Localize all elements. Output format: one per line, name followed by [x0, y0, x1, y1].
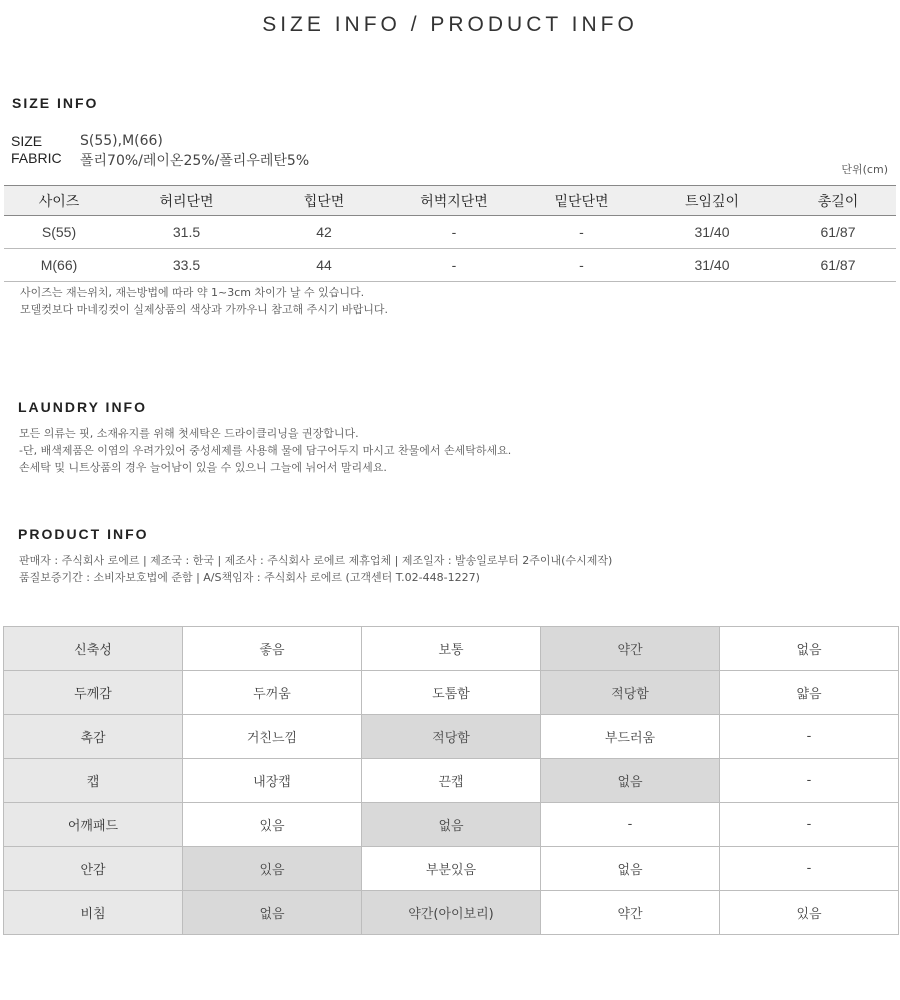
feature-label: 촉감 — [4, 715, 183, 759]
feature-option: - — [720, 803, 899, 847]
table-row — [4, 216, 896, 249]
laundry-notes — [19, 425, 511, 476]
feature-option: 두꺼움 — [183, 671, 362, 715]
product-line: 판매자 : 주식회사 로에르 | 제조국 : 한국 | 제조사 : 주식회사 로에르 제휴업체 | 제조일자 : 발송일로부터 2주이내(수시제작) — [19, 554, 613, 567]
feature-option: 끈캡 — [362, 759, 541, 803]
page-title: SIZE INFO / PRODUCT INFO — [262, 13, 638, 36]
feature-option: - — [541, 803, 720, 847]
feature-option: 있음 — [720, 891, 899, 935]
feature-label: 비침 — [4, 891, 183, 935]
feature-option: - — [720, 715, 899, 759]
product-notes — [19, 552, 612, 586]
column-header: 허리단면 — [114, 186, 259, 216]
table-cell: 31.5 — [114, 216, 259, 249]
column-header: 총길이 — [780, 186, 896, 216]
table-cell: 61/87 — [780, 216, 896, 249]
feature-row — [4, 627, 899, 671]
feature-row — [4, 759, 899, 803]
table-cell: S(55) — [4, 216, 114, 249]
column-header: 사이즈 — [4, 186, 114, 216]
size-note: 모델컷보다 마네킹컷이 실제상품의 색상과 가까우니 참고해 주시기 바랍니다. — [20, 303, 389, 316]
table-cell: 44 — [259, 249, 389, 282]
feature-option-selected: 적당함 — [362, 715, 541, 759]
table-cell: - — [519, 216, 644, 249]
feature-option-selected: 없음 — [362, 803, 541, 847]
column-header: 허벅지단면 — [389, 186, 519, 216]
size-label: SIZE — [11, 133, 43, 149]
table-cell: 61/87 — [780, 249, 896, 282]
feature-label: 안감 — [4, 847, 183, 891]
feature-option: 없음 — [541, 847, 720, 891]
feature-label: 신축성 — [4, 627, 183, 671]
table-cell: - — [519, 249, 644, 282]
feature-option: - — [720, 847, 899, 891]
feature-option: 얇음 — [720, 671, 899, 715]
feature-row — [4, 847, 899, 891]
table-cell: 31/40 — [644, 216, 780, 249]
laundry-line: 손세탁 및 니트상품의 경우 늘어남이 있을 수 있으니 그늘에 뉘어서 말리세요. — [19, 461, 387, 474]
feature-label: 어깨패드 — [4, 803, 183, 847]
feature-option-selected: 약간(아이보리) — [362, 891, 541, 935]
feature-option-selected: 약간 — [541, 627, 720, 671]
feature-option: 좋음 — [183, 627, 362, 671]
feature-option: 내장캡 — [183, 759, 362, 803]
table-cell: 31/40 — [644, 249, 780, 282]
laundry-line: 모든 의류는 핏, 소재유지를 위해 첫세탁은 드라이클리닝을 권장합니다. — [19, 427, 359, 440]
feature-option: 거친느낌 — [183, 715, 362, 759]
feature-option-selected: 없음 — [541, 759, 720, 803]
feature-option: 있음 — [183, 803, 362, 847]
size-note: 사이즈는 재는위치, 재는방법에 따라 약 1~3cm 차이가 날 수 있습니다. — [20, 286, 365, 299]
feature-option: 부드러움 — [541, 715, 720, 759]
laundry-info-heading: LAUNDRY INFO — [18, 399, 147, 415]
feature-option: 약간 — [541, 891, 720, 935]
feature-label: 두께감 — [4, 671, 183, 715]
feature-option: 보통 — [362, 627, 541, 671]
feature-row — [4, 803, 899, 847]
feature-option: 부분있음 — [362, 847, 541, 891]
laundry-line: -단, 배색제품은 이염의 우려가있어 중성세제를 사용해 물에 담구어두지 마시고 찬물에서 손세탁하세요. — [19, 444, 512, 457]
feature-table — [3, 626, 899, 935]
fabric-label: FABRIC — [11, 150, 62, 166]
table-cell: - — [389, 216, 519, 249]
feature-row — [4, 715, 899, 759]
table-row — [4, 249, 896, 282]
feature-label: 캡 — [4, 759, 183, 803]
size-notes — [20, 284, 388, 318]
table-cell: 42 — [259, 216, 389, 249]
column-header: 트임깊이 — [644, 186, 780, 216]
feature-option-selected: 적당함 — [541, 671, 720, 715]
size-value: S(55),M(66) — [80, 133, 163, 149]
feature-option-selected: 있음 — [183, 847, 362, 891]
table-cell: - — [389, 249, 519, 282]
fabric-value: 폴리70%/레이온25%/폴리우레탄5% — [80, 153, 310, 169]
feature-row — [4, 891, 899, 935]
column-header: 힙단면 — [259, 186, 389, 216]
size-table — [4, 185, 896, 282]
product-line: 품질보증기간 : 소비자보호법에 준함 | A/S책임자 : 주식회사 로에르 (고객센터 T.02-448-1227) — [19, 571, 480, 584]
feature-option-selected: 없음 — [183, 891, 362, 935]
feature-option: - — [720, 759, 899, 803]
table-cell: M(66) — [4, 249, 114, 282]
feature-row — [4, 671, 899, 715]
unit-label: 단위(cm) — [841, 163, 888, 176]
product-info-heading: PRODUCT INFO — [18, 526, 149, 542]
feature-option: 없음 — [720, 627, 899, 671]
size-table-header — [4, 186, 896, 216]
feature-option: 도톰함 — [362, 671, 541, 715]
size-info-heading: SIZE INFO — [12, 95, 99, 111]
table-cell: 33.5 — [114, 249, 259, 282]
column-header: 밑단단면 — [519, 186, 644, 216]
